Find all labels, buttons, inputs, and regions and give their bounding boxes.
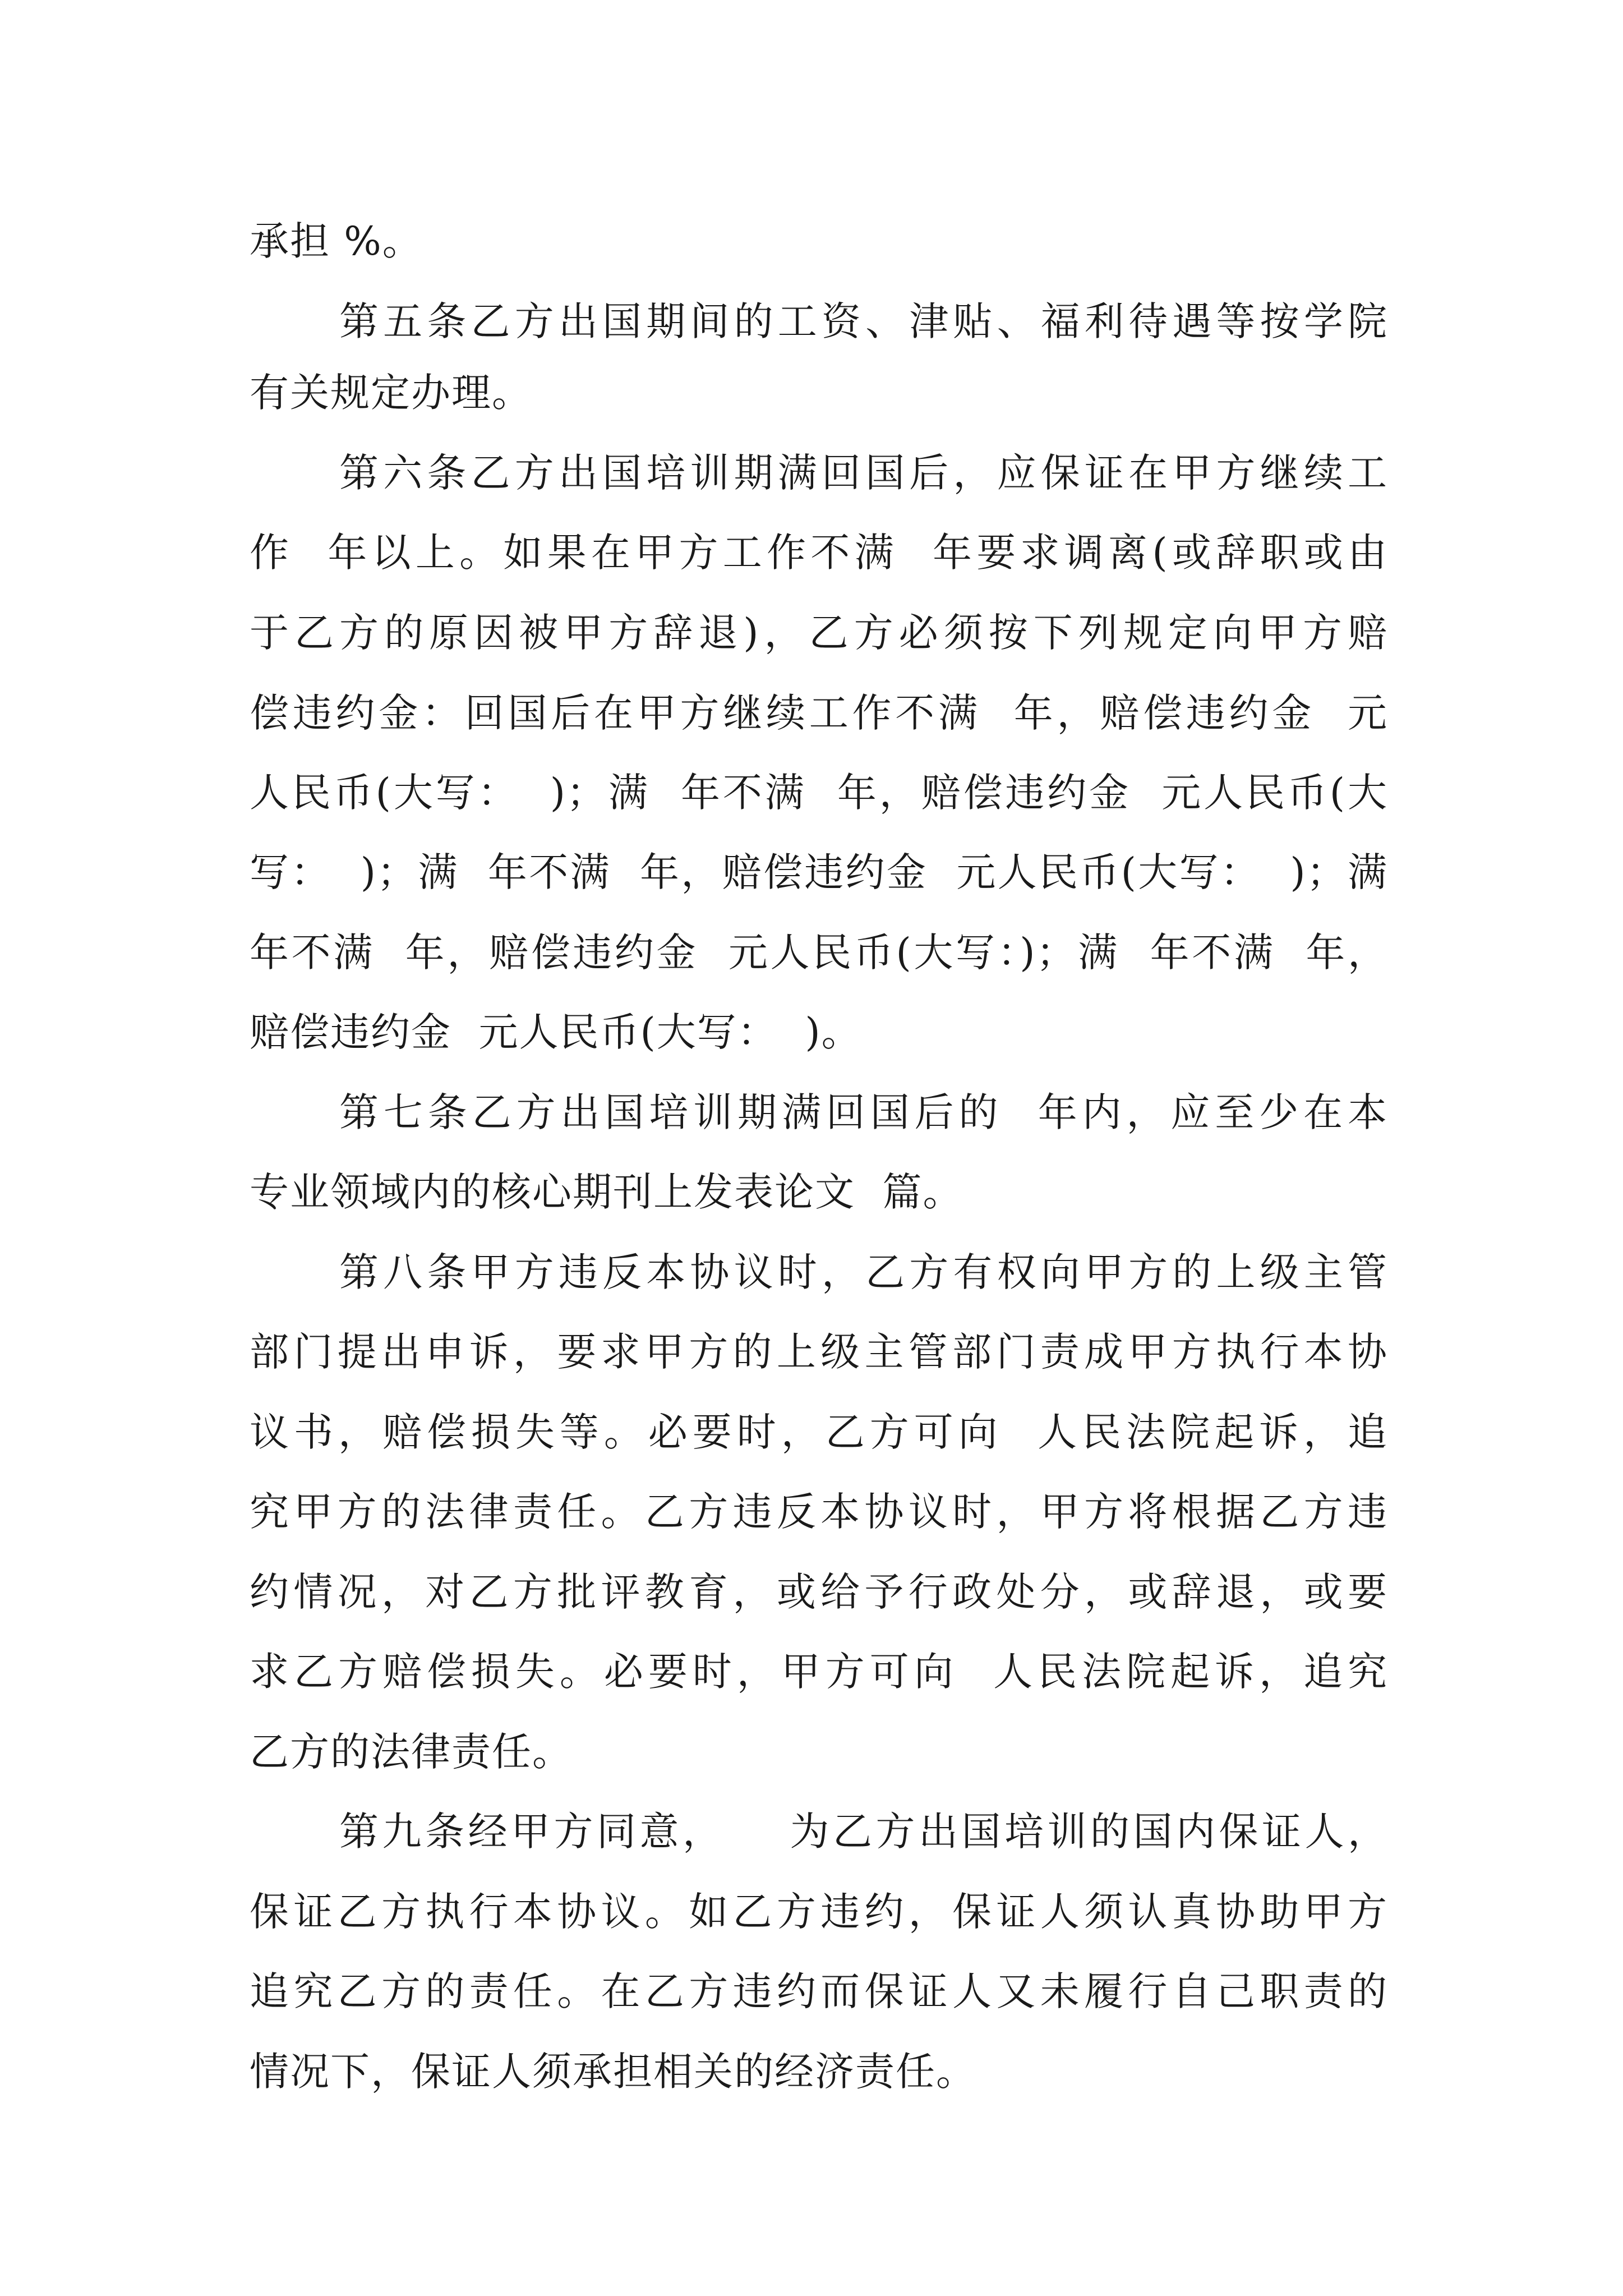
text-line-24: 情况下，保证人须承担相关的经济责任。 [250,2049,976,2095]
text-line-15: 部门提出申诉，要求甲方的上级主管部门责成甲方执行本协 [250,1329,1388,1375]
text-line-23: 追究乙方的责任。在乙方违约而保证人又未履行自己职责的 [250,1968,1388,2014]
text-line-2: 第五条乙方出国期间的工资、津贴、福利待遇等按学院 [339,298,1388,344]
text-line-10: 年不满 年，赔偿违约金 元人民币(大写：)；满 年不满 年， [250,930,1388,976]
text-line-22: 保证乙方执行本协议。如乙方违约，保证人须认真协助甲方 [250,1889,1388,1935]
text-line-21: 第九条经甲方同意， 为乙方出国培训的国内保证人， [339,1809,1388,1855]
text-line-1: 承担 %。 [250,218,423,264]
text-line-12: 第七条乙方出国培训期满回国后的 年内，应至少在本 [339,1089,1388,1135]
text-line-3: 有关规定办理。 [250,370,532,416]
text-line-5: 作 年以上。如果在甲方工作不满 年要求调离(或辞职或由 [250,530,1388,576]
text-line-13: 专业领域内的核心期刊上发表论文 篇。 [250,1169,963,1215]
text-line-19: 求乙方赔偿损失。必要时，甲方可向 人民法院起诉，追究 [250,1649,1388,1695]
text-line-7: 偿违约金：回国后在甲方继续工作不满 年，赔偿违约金 元 [250,690,1388,736]
text-line-14: 第八条甲方违反本协议时，乙方有权向甲方的上级主管 [339,1249,1388,1295]
text-line-20: 乙方的法律责任。 [250,1729,573,1775]
text-line-6: 于乙方的原因被甲方辞退)，乙方必须按下列规定向甲方赔 [250,610,1388,656]
text-line-17: 究甲方的法律责任。乙方违反本协议时，甲方将根据乙方违 [250,1489,1388,1535]
text-line-11: 赔偿违约金 元人民币(大写： )。 [250,1009,862,1055]
text-line-16: 议书，赔偿损失等。必要时，乙方可向 人民法院起诉，追 [250,1409,1388,1455]
text-line-8: 人民币(大写： )；满 年不满 年，赔偿违约金 元人民币(大 [250,770,1388,816]
text-line-18: 约情况，对乙方批评教育，或给予行政处分，或辞退，或要 [250,1569,1388,1615]
text-line-9: 写： )；满 年不满 年，赔偿违约金 元人民币(大写： )；满 [250,849,1388,895]
text-line-4: 第六条乙方出国培训期满回国后，应保证在甲方继续工 [339,450,1388,496]
